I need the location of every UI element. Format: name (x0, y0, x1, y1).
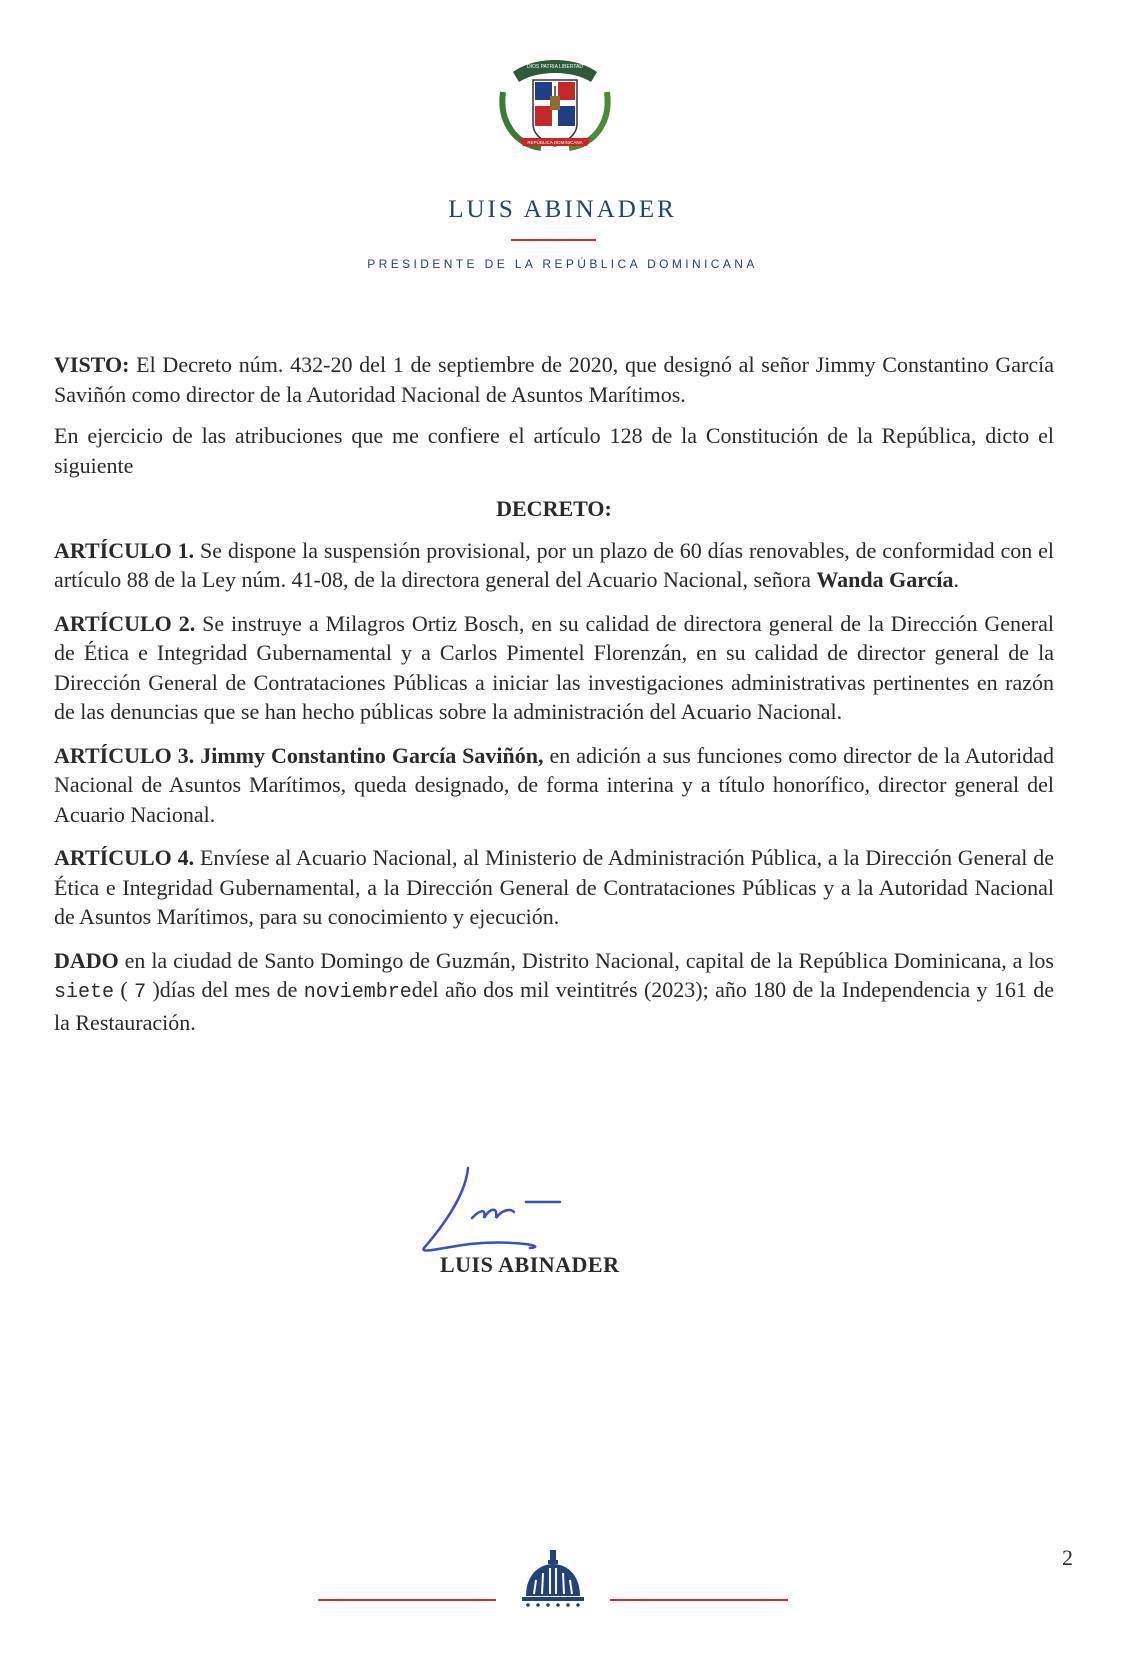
article-label: ARTÍCULO 1. (54, 537, 195, 563)
article-text-end: . (953, 567, 959, 592)
dado-text: del año dos mil veintitrés (2023); año 180 de la Independencia y 161 de la Restauración. (54, 977, 1054, 1035)
page-number: 2 (1062, 1545, 1073, 1570)
preamble-paragraph: En ejercicio de las atribuciones que me confiere el artículo 128 de la Constitución de la República, dicto el siguiente (54, 423, 1054, 478)
article-bold-name: Wanda García (816, 567, 954, 592)
dado-text: días del mes de (159, 977, 298, 1002)
article-label: ARTÍCULO 4. (54, 845, 195, 870)
article-text: Se dispone la suspensión provisional, por un plazo de 60 días renovables, de conformidad con el artículo 88 de la Ley núm. 41-08, de la directora general del Acuario Nacional, señora (54, 537, 1054, 592)
article-label: ARTÍCULO 3. (54, 742, 195, 768)
header-red-divider (511, 239, 596, 241)
dado-paren-open: ( (120, 977, 128, 1002)
visto-label: VISTO: (54, 352, 130, 377)
dado-paren-close: ) (152, 977, 160, 1002)
footer-left-rule (318, 1599, 496, 1601)
seal-ribbon-text: REPÚBLICA DOMINICANA (527, 140, 583, 145)
dado-day-words: siete (54, 981, 115, 1004)
dado-text: en la ciudad de Santo Domingo de Guzmán, Distrito Nacional, capital de la República Dominicana, a los (124, 947, 1054, 973)
visto-text: El Decreto núm. 432-20 del 1 de septiembre de 2020, que designó al señor Jimmy Constantino García Saviñón como director de la Autoridad Nacional de Asuntos Marítimos. (54, 352, 1054, 407)
decree-body (54, 350, 1054, 1051)
article-text: en adición a sus funciones como director de la Autoridad Nacional de Asuntos Marítimos, queda designado, de forma interina y a título honorífico, director general del Acuario Nacional. (54, 742, 1054, 827)
dado-month: noviembre (303, 981, 412, 1004)
article-label: ARTÍCULO 2. (54, 610, 196, 636)
dado-paragraph (54, 946, 1054, 1038)
coat-of-arms-seal (495, 52, 615, 156)
article-bold-name: Jimmy Constantino García Saviñón, (200, 742, 544, 768)
article-1 (54, 536, 1054, 595)
article-3 (54, 741, 1054, 830)
header-subtitle: PRESIDENTE DE LA REPÚBLICA DOMINICANA (367, 257, 758, 271)
visto-paragraph (54, 350, 1054, 409)
palace-dome-icon (518, 1548, 588, 1610)
article-text: Envíese al Acuario Nacional, al Ministerio de Administración Pública, a la Dirección General de Ética e Integridad Gubernamental, a la Dirección General de Contrataciones Públicas y a la Autoridad Nacional de Asuntos Marítimos, para su conocimiento y ejecución. (54, 845, 1054, 929)
article-2 (54, 609, 1054, 727)
article-4 (54, 843, 1054, 932)
dado-day-number: 7 (134, 981, 147, 1004)
footer-right-rule (610, 1599, 788, 1601)
header-president-name: LUIS ABINADER (448, 196, 677, 223)
seal-motto-text: DIOS PATRIA LIBERTAD (526, 64, 584, 70)
decree-title: DECRETO: (496, 496, 612, 521)
article-text: Se instruye a Milagros Ortiz Bosch, en su calidad de directora general de la Dirección General de Ética e Integridad Gubernamental y a Carlos Pimentel Florenzán, en su calidad de director general de la Dirección General de Contrataciones Públicas a iniciar las investigaciones administrativas pertinentes en razón de las denuncias que se han hecho públicas sobre la administración del Acuario Nacional. (54, 610, 1054, 724)
handwritten-signature (410, 1160, 610, 1260)
dado-label: DADO (54, 947, 119, 973)
signatory-name: LUIS ABINADER (440, 1252, 620, 1277)
